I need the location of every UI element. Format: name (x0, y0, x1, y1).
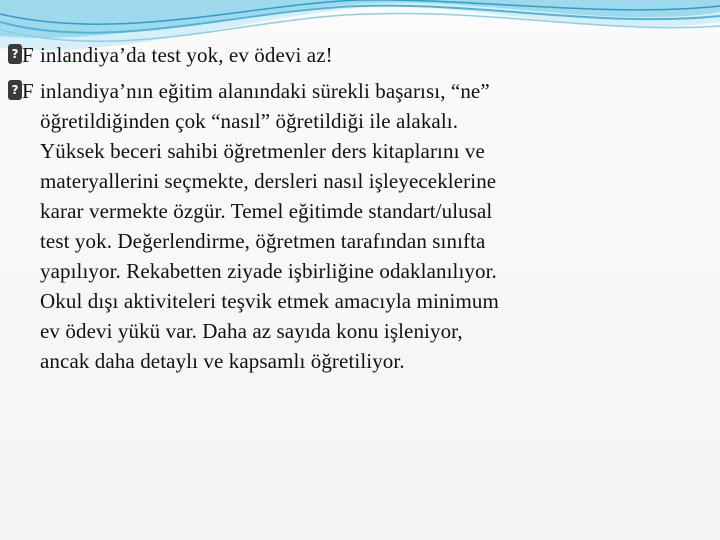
heading-lead-letter: F (22, 43, 34, 67)
bullet-icon: ? (8, 44, 22, 64)
bullet-icon: ? (8, 80, 22, 100)
paragraph-lead-letter: F (22, 79, 34, 103)
slide-paragraph (8, 76, 712, 376)
paragraph-text: inlandiya’nın eğitim alanındaki sürekli başarısı, “ne” öğretildiğinden çok “nasıl” öğretildiği ile alakalı. Yüksek beceri sahibi öğretmenler ders kitaplarını ve materyallerini seçmekte, dersleri nasıl işleyeceklerine karar vermekte özgür. Temel eğitimde standart/ulusal test yok. Değerlendirme, öğretmen tarafından sınıfta yapılıyor. Rekabetten ziyade işbirliğine odaklanılıyor. Okul dışı aktiviteleri teşvik etmek amacıyla minimum ev ödevi yükü var. Daha az sayıda konu işleniyor, ancak daha detaylı ve kapsamlı öğretiliyor. (40, 79, 499, 373)
slide-heading (8, 40, 712, 70)
heading-text: inlandiya’da test yok, ev ödevi az! (40, 43, 333, 67)
slide-content (8, 40, 712, 376)
